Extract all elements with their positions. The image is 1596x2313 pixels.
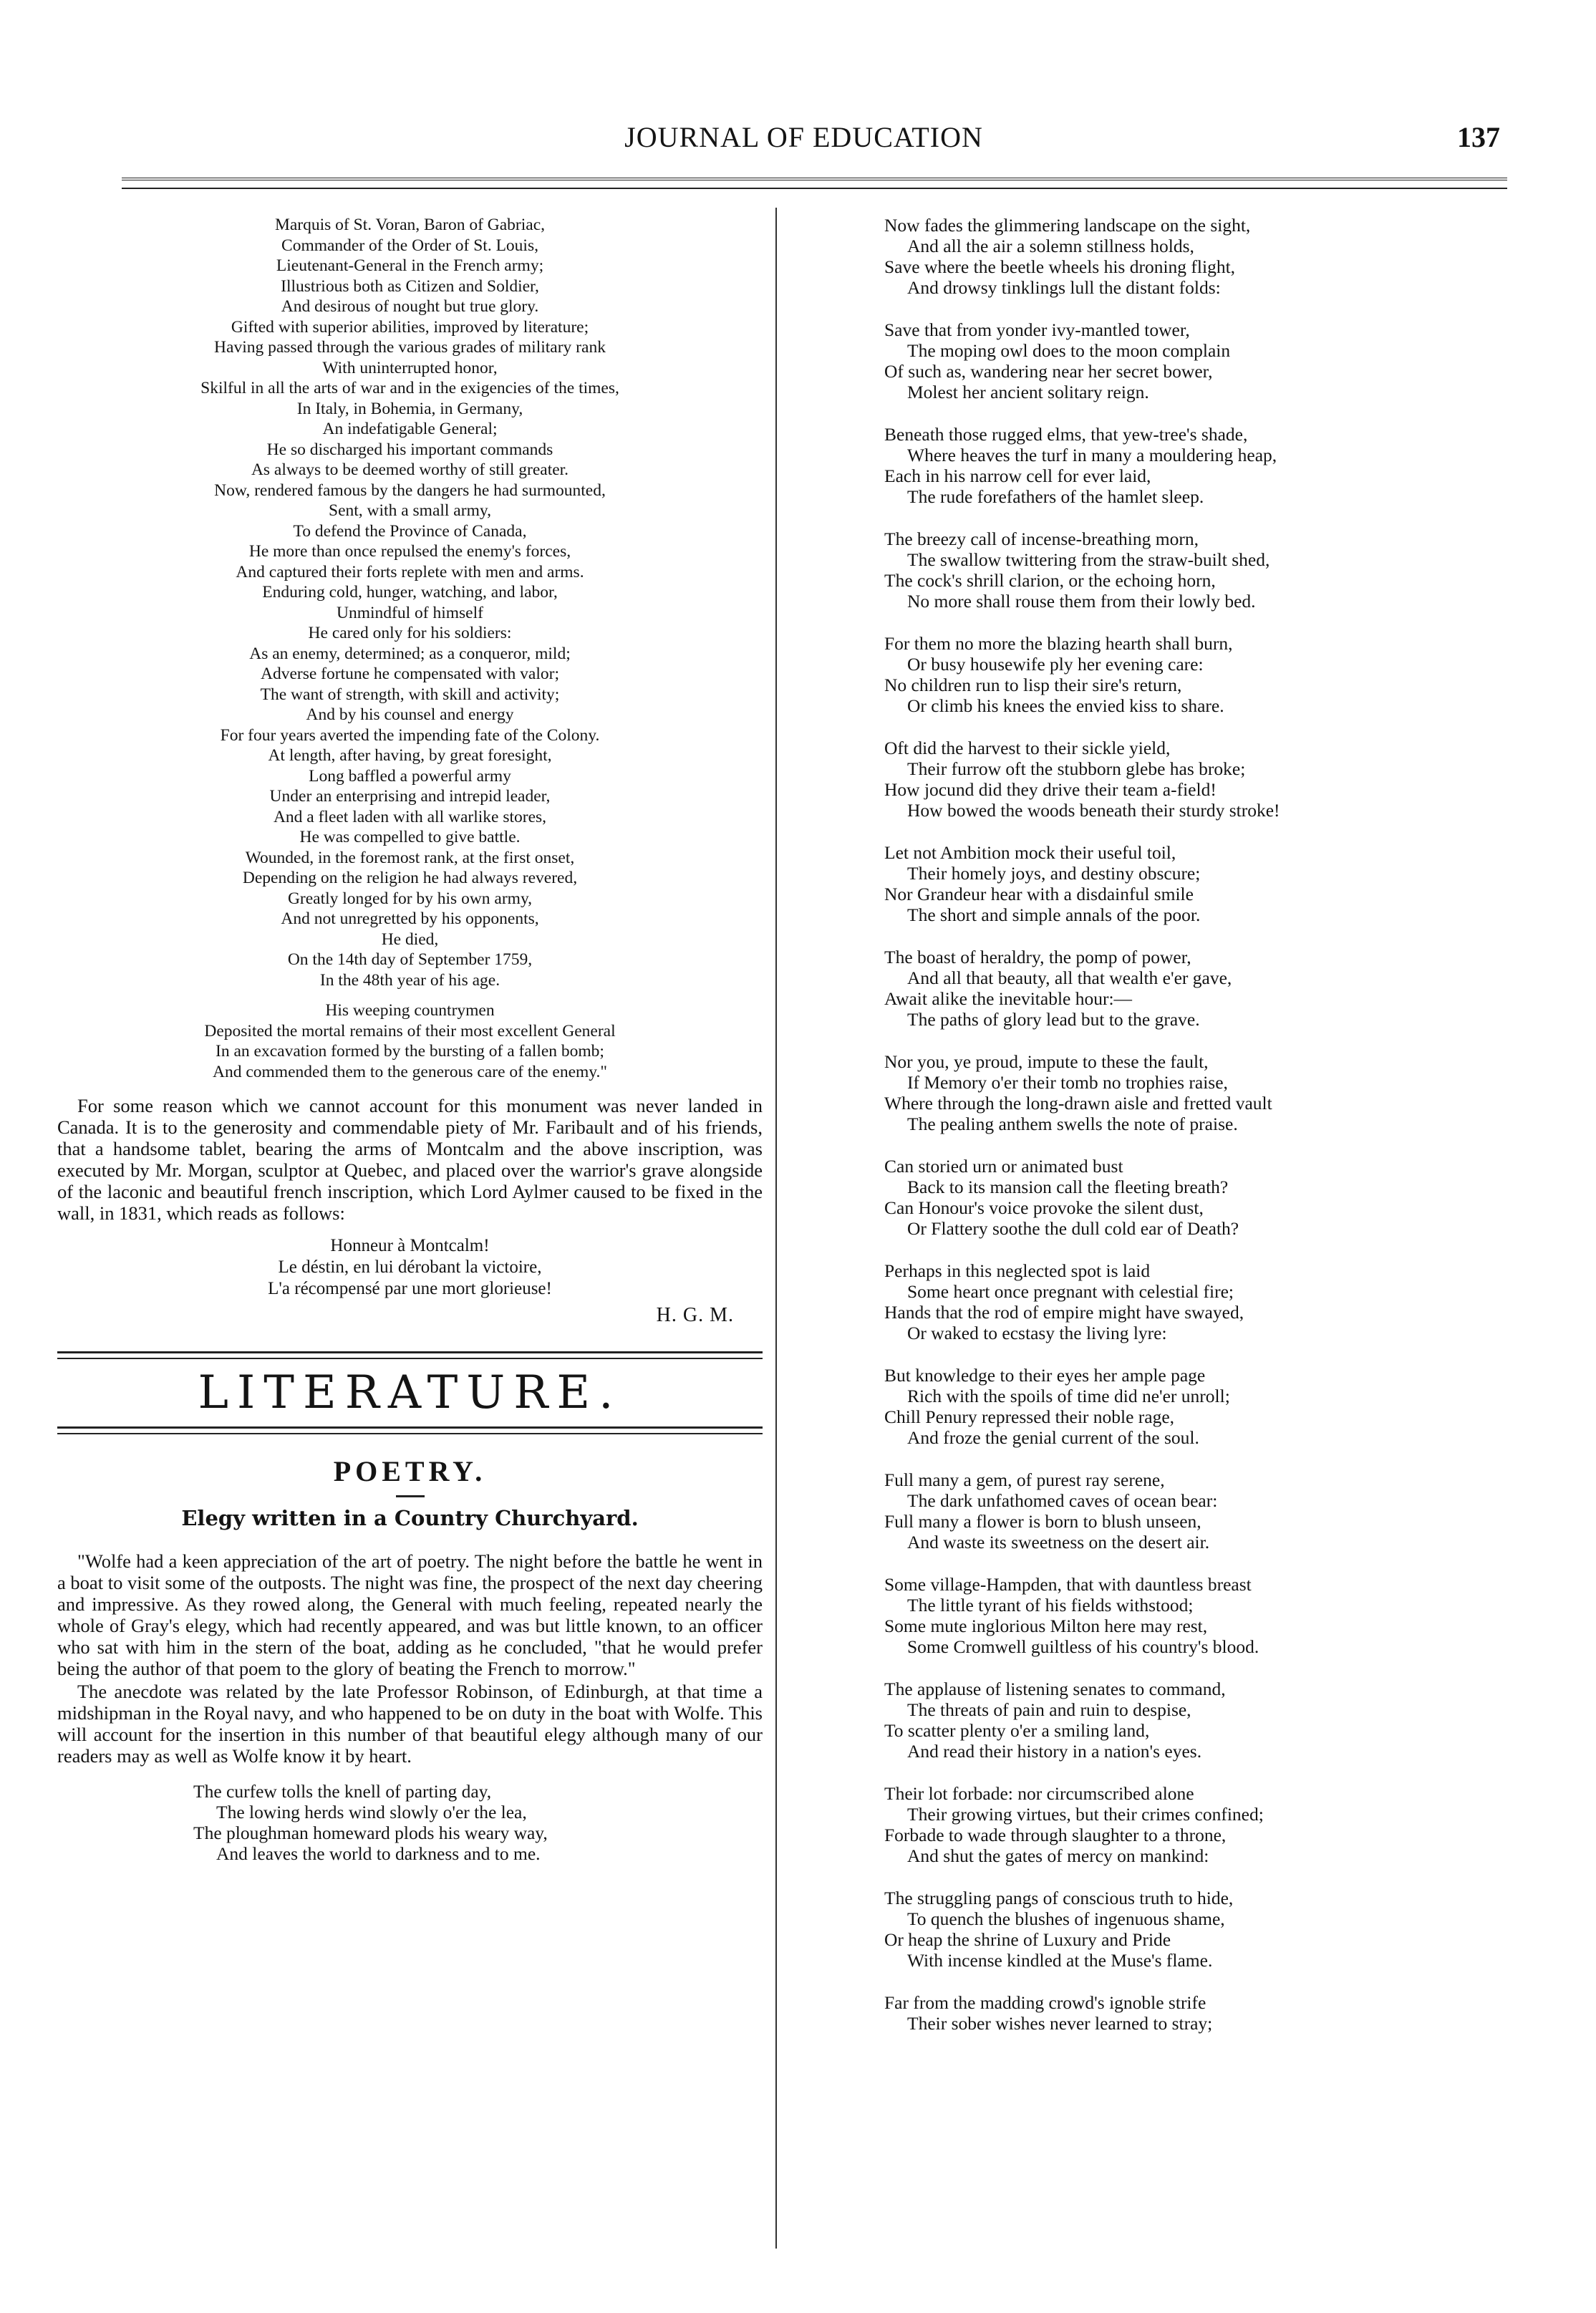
text-line: How jocund did they drive their team a-field! — [884, 779, 1217, 800]
text-line: The paths of glory lead but to the grave. — [907, 1009, 1200, 1030]
text-line: And read their history in a nation's eyes. — [907, 1741, 1202, 1762]
text-line: At length, after having, by great foresight, — [268, 746, 552, 765]
text-line: Le déstin, en lui dérobant la victoire, — [278, 1257, 542, 1277]
text-line: To quench the blushes of ingenuous shame, — [907, 1908, 1225, 1929]
text-line: And drowsy tinklings lull the distant folds: — [907, 277, 1221, 298]
header-rule — [122, 178, 1507, 189]
poem-stanza — [884, 528, 1514, 612]
text-line: Beneath those rugged elms, that yew-tree's shade, — [884, 424, 1248, 445]
text-line: Deposited the mortal remains of their most excellent General — [204, 1021, 616, 1040]
poem-stanza — [884, 1888, 1514, 1971]
text-line: And captured their forts replete with men and arms. — [236, 562, 584, 581]
text-line: His weeping countrymen — [325, 1001, 495, 1020]
text-line: Save where the beetle wheels his droning flight, — [884, 256, 1236, 277]
text-line: Some heart once pregnant with celestial fire; — [907, 1281, 1234, 1302]
text-line: Unmindful of himself — [337, 603, 483, 622]
text-line: Wounded, in the foremost rank, at the first onset, — [245, 848, 575, 867]
text-line: Hands that the rod of empire might have swayed, — [884, 1302, 1244, 1323]
text-line: And a fleet laden with all warlike stores, — [273, 807, 547, 826]
text-line: The moping owl does to the moon complain — [907, 340, 1231, 361]
text-line: The boast of heraldry, the pomp of power, — [884, 947, 1191, 967]
french-inscription — [57, 1235, 763, 1300]
text-line: For four years averted the impending fate of the Colony. — [220, 725, 600, 745]
text-line: Chill Penury repressed their noble rage, — [884, 1406, 1175, 1427]
text-line: The curfew tolls the knell of parting day, — [193, 1781, 492, 1802]
text-line: And leaves the world to darkness and to me. — [216, 1843, 541, 1864]
text-line: He was compelled to give battle. — [299, 828, 521, 846]
poem-stanza — [884, 424, 1514, 507]
text-line: Skilful in all the arts of war and in the exigencies of the times, — [200, 379, 619, 397]
text-line: Await alike the inevitable hour:— — [884, 988, 1133, 1009]
text-line: Illustrious both as Citizen and Soldier, — [281, 276, 539, 296]
text-line: In an excavation formed by the bursting of a fallen bomb; — [216, 1042, 604, 1061]
poem-first-stanza — [57, 1781, 763, 1864]
section-rule-lower — [57, 1426, 763, 1434]
text-line: And all that beauty, all that wealth e'er gave, — [907, 967, 1232, 988]
text-line: And desirous of nought but true glory. — [281, 297, 539, 316]
text-line: In Italy, in Bohemia, in Germany, — [296, 399, 523, 418]
text-line: Some Cromwell guiltless of his country's blood. — [907, 1636, 1259, 1657]
text-line: The applause of listening senates to command, — [884, 1679, 1226, 1699]
text-line: L'a récompensé par une mort glorieuse! — [268, 1279, 552, 1298]
section-rule — [57, 1351, 763, 1359]
text-line: The want of strength, with skill and activity; — [260, 685, 560, 704]
text-line: And by his counsel and energy — [306, 705, 514, 724]
text-line: Far from the madding crowd's ignoble strife — [884, 1992, 1206, 2013]
text-line: Nor you, ye proud, impute to these the fault, — [884, 1051, 1209, 1072]
text-line: Forbade to wade through slaughter to a throne, — [884, 1825, 1227, 1845]
anecdote-paragraph: The anecdote was related by the late Professor Robinson, of Edinburgh, at that time a midshipman in the Royal navy, and who happened to be on duty in the boat with Wolfe. This will account for the insertion in this number of that beautiful elegy although many of our readers may as well as Wolfe know it by heart. — [57, 1681, 763, 1767]
signature: H. G. M. — [656, 1304, 734, 1326]
poem-stanza — [884, 738, 1514, 821]
text-line: The breezy call of incense-breathing morn, — [884, 528, 1199, 549]
text-line: And all the air a solemn stillness holds, — [907, 236, 1194, 256]
text-line: The swallow twittering from the straw-built shed, — [907, 549, 1270, 570]
poem-stanza — [884, 1260, 1514, 1343]
text-line: The ploughman homeward plods his weary way, — [193, 1822, 548, 1843]
text-line: Honneur à Montcalm! — [330, 1236, 490, 1255]
text-line: To defend the Province of Canada, — [293, 521, 527, 541]
poem-stanza — [884, 1992, 1514, 2034]
text-line: Where heaves the turf in many a mouldering heap, — [907, 445, 1277, 465]
text-line: Marquis of St. Voran, Baron of Gabriac, — [274, 216, 546, 234]
text-line: Their furrow oft the stubborn glebe has broke; — [907, 758, 1246, 779]
text-line: Under an enterprising and intrepid leader, — [269, 787, 551, 806]
text-line: The struggling pangs of conscious truth to hide, — [884, 1888, 1234, 1908]
text-line: Or busy housewife ply her evening care: — [907, 654, 1204, 675]
text-line: The pealing anthem swells the note of praise. — [907, 1114, 1238, 1134]
poem-stanza — [884, 1469, 1514, 1553]
text-line: Or climb his knees the envied kiss to share. — [907, 695, 1224, 716]
text-line: Perhaps in this neglected spot is laid — [884, 1260, 1151, 1281]
wolfe-paragraph: "Wolfe had a keen appreciation of the art of poetry. The night before the battle he went in a boat to visit some of the outposts. The night was fine, the prospect of the next day cheering and impressive. As they rowed along, the General with much feeling, repeated nearly the whole of Gray's elegy, which had recently appeared, and was but little known, to an officer who sat with him in the stern of the boat, adding as he concluded, "that he would prefer being the author of that poem to the glory of beating the French to morrow." — [57, 1550, 763, 1679]
poem-stanza — [884, 842, 1514, 925]
text-line: The threats of pain and ruin to despise, — [907, 1699, 1191, 1720]
text-line: Or waked to ecstasy the living lyre: — [907, 1323, 1167, 1343]
poem-stanza — [884, 1679, 1514, 1762]
text-line: Back to its mansion call the fleeting breath? — [907, 1177, 1229, 1197]
text-line: Their homely joys, and destiny obscure; — [907, 863, 1201, 884]
text-line: He so discharged his important commands — [266, 440, 553, 459]
text-line: Enduring cold, hunger, watching, and labor, — [262, 583, 558, 602]
text-line: And not unregretted by his opponents, — [281, 909, 539, 928]
text-line: Of such as, wandering near her secret bower, — [884, 361, 1213, 382]
text-line: And commended them to the generous care of the enemy." — [213, 1062, 607, 1081]
text-line: And froze the genial current of the soul. — [907, 1427, 1199, 1448]
text-line: The cock's shrill clarion, or the echoing horn, — [884, 570, 1216, 591]
page-number: 137 — [1457, 121, 1500, 153]
text-line: Having passed through the various grades of military rank — [214, 338, 606, 357]
text-line: He cared only for his soldiers: — [308, 624, 512, 642]
right-column — [884, 215, 1514, 2055]
montcalm-inscription — [57, 215, 763, 1082]
text-line: Let not Ambition mock their useful toil, — [884, 842, 1176, 863]
text-line: But knowledge to their eyes her ample page — [884, 1365, 1206, 1386]
poem-stanza — [884, 633, 1514, 716]
literature-heading: LITERATURE. — [198, 1366, 622, 1419]
short-rule — [396, 1495, 425, 1497]
text-line: Their sober wishes never learned to stray; — [907, 2013, 1213, 2034]
text-line: Commander of the Order of St. Louis, — [281, 236, 538, 255]
left-column — [57, 215, 763, 1885]
text-line: And waste its sweetness on the desert air. — [907, 1532, 1210, 1553]
text-line: The lowing herds wind slowly o'er the lea, — [216, 1802, 527, 1822]
poem-stanza — [884, 1051, 1514, 1134]
poem-stanza — [884, 947, 1514, 1030]
text-line: He died, — [381, 929, 439, 949]
text-line: Rich with the spoils of time did ne'er unroll; — [907, 1386, 1230, 1406]
poetry-subheading: POETRY. — [333, 1455, 487, 1487]
text-line: For them no more the blazing hearth shall burn, — [884, 633, 1233, 654]
text-line: Greatly longed for by his own army, — [287, 889, 533, 908]
text-line: To scatter plenty o'er a smiling land, — [884, 1720, 1150, 1741]
text-line: Full many a gem, of purest ray serene, — [884, 1469, 1165, 1490]
text-line: The short and simple annals of the poor. — [907, 904, 1201, 925]
text-line: As always to be deemed worthy of still greater. — [251, 460, 569, 479]
text-line: On the 14th day of September 1759, — [287, 950, 533, 969]
text-line: Full many a flower is born to blush unseen, — [884, 1511, 1201, 1532]
inscription-block-1 — [57, 215, 763, 990]
poem-stanza — [884, 215, 1514, 298]
inscription-block-2 — [57, 1000, 763, 1082]
text-line: Their growing virtues, but their crimes confined; — [907, 1804, 1264, 1825]
text-line: The little tyrant of his fields withstood; — [907, 1595, 1194, 1616]
text-line: Or heap the shrine of Luxury and Pride — [884, 1929, 1171, 1950]
text-line: Where through the long-drawn aisle and fretted vault — [884, 1093, 1272, 1114]
text-line: With incense kindled at the Muse's flame. — [907, 1950, 1213, 1971]
poem-stanza — [884, 1365, 1514, 1448]
poem-stanza — [884, 319, 1514, 402]
text-line: Each in his narrow cell for ever laid, — [884, 465, 1151, 486]
text-line: As an enemy, determined; as a conqueror, mild; — [249, 644, 571, 663]
text-line: And shut the gates of mercy on mankind: — [907, 1845, 1209, 1866]
text-line: Some mute inglorious Milton here may rest, — [884, 1616, 1208, 1636]
text-line: Adverse fortune he compensated with valor; — [261, 665, 559, 683]
poem-stanza — [884, 1783, 1514, 1866]
text-line: Some village-Hampden, that with dauntless breast — [884, 1574, 1252, 1595]
poem-stanza — [884, 1574, 1514, 1657]
text-line: Nor Grandeur hear with a disdainful smile — [884, 884, 1194, 904]
text-line: The dark unfathomed caves of ocean bear: — [907, 1490, 1218, 1511]
text-line: In the 48th year of his age. — [319, 970, 500, 990]
monument-paragraph: For some reason which we cannot account for this monument was never landed in Canada. It is to the generosity and commendable piety of Mr. Faribault and of his friends, that a handsome tablet, bearing the arms of Montcalm and the above inscription, was executed by Mr. Morgan, sculptor at Quebec, and placed over the warrior's grave alongside of the laconic and beautiful french inscription, which Lord Aylmer caused to be fixed in the wall, in 1831, which reads as follows: — [57, 1095, 763, 1224]
text-line: How bowed the woods beneath their sturdy stroke! — [907, 800, 1280, 821]
text-line: Depending on the religion he had always revered, — [242, 869, 578, 887]
poem-stanza — [884, 1156, 1514, 1239]
text-line: Their lot forbade: nor circumscribed alone — [884, 1783, 1194, 1804]
text-line: No more shall rouse them from their lowly bed. — [907, 591, 1256, 612]
text-line: Lieutenant-General in the French army; — [276, 256, 544, 275]
text-line: Long baffled a powerful army — [309, 766, 511, 786]
text-line: Oft did the harvest to their sickle yield, — [884, 738, 1171, 758]
text-line: Can Honour's voice provoke the silent dust, — [884, 1197, 1204, 1218]
text-line: Or Flattery soothe the dull cold ear of Death? — [907, 1218, 1239, 1239]
poem-title: Elegy written in a Country Churchyard. — [181, 1506, 639, 1530]
text-line: Can storied urn or animated bust — [884, 1156, 1123, 1177]
text-line: Molest her ancient solitary reign. — [907, 382, 1149, 402]
text-line: No children run to lisp their sire's return, — [884, 675, 1182, 695]
text-line: An indefatigable General; — [322, 420, 498, 438]
text-line: He more than once repulsed the enemy's forces, — [248, 542, 571, 561]
column-divider — [775, 208, 777, 2249]
text-line: Now, rendered famous by the dangers he had surmounted, — [214, 481, 606, 500]
text-line: Now fades the glimmering landscape on the sight, — [884, 215, 1251, 236]
text-line: Gifted with superior abilities, improved by literature; — [231, 317, 589, 337]
text-line: If Memory o'er their tomb no trophies raise, — [907, 1072, 1228, 1093]
text-line: Save that from yonder ivy-mantled tower, — [884, 319, 1190, 340]
page-header — [107, 107, 1500, 165]
journal-title: JOURNAL OF EDUCATION — [624, 121, 983, 153]
text-line: Sent, with a small army, — [329, 501, 491, 520]
text-line: With uninterrupted honor, — [322, 358, 498, 377]
text-line: The rude forefathers of the hamlet sleep. — [907, 486, 1204, 507]
